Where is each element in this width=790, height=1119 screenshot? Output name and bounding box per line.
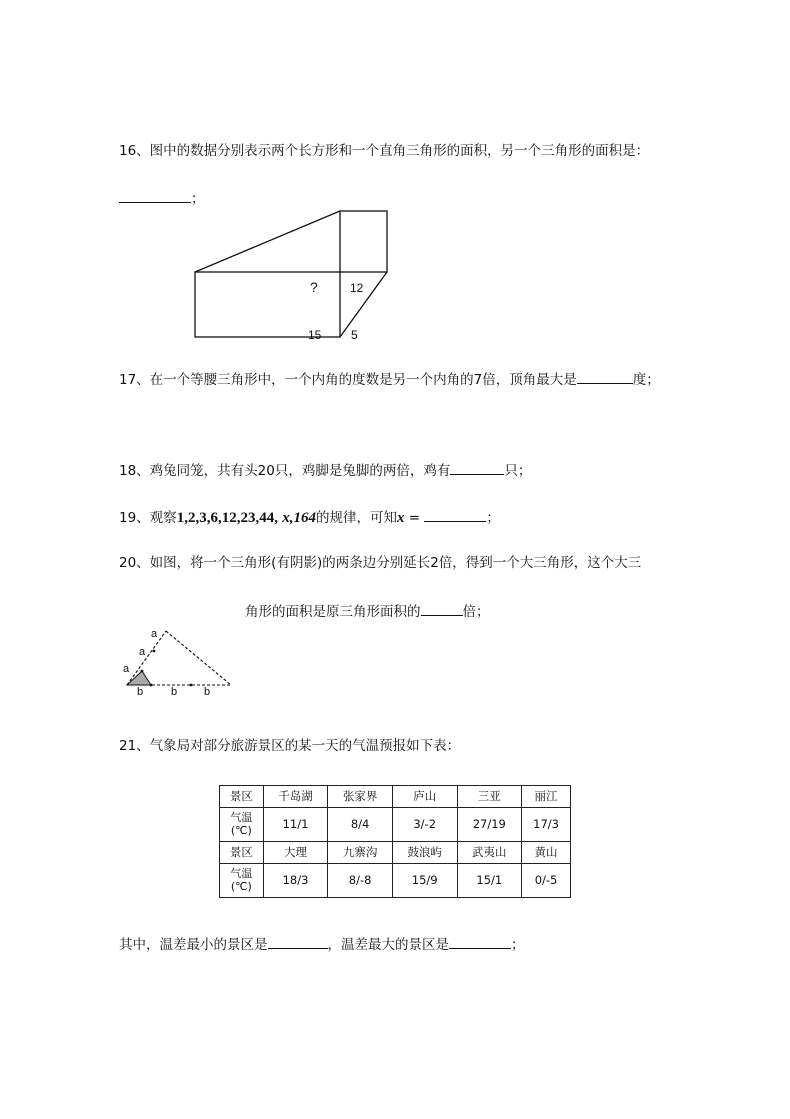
q18-blank[interactable] (450, 460, 504, 475)
table-cell: 武夷山 (457, 841, 522, 863)
tick-point (153, 650, 156, 653)
q20-tail: 倍； (462, 604, 490, 620)
table-row (220, 807, 571, 841)
table-cell: 17/3 (522, 807, 571, 841)
q17-line (119, 369, 660, 389)
q18-line (119, 460, 531, 480)
q20-figure (119, 625, 237, 697)
q19-mid: 的规律，可知 (315, 510, 397, 526)
right-triangle-hypotenuse (340, 272, 387, 337)
q21-answer-prefix: 其中，温差最小的景区是 (119, 937, 268, 953)
table-cell: 庐山 (392, 786, 457, 808)
q19-line (119, 507, 500, 527)
q20-text2: 角形的面积是原三角形面积的 (245, 604, 421, 620)
table-cell: 三亚 (457, 786, 522, 808)
q19-tail: ； (486, 510, 500, 526)
area-label-12: 12 (350, 281, 364, 295)
q21-text: 21、气象局对部分旅游景区的某一天的气温预报如下表： (119, 738, 461, 754)
table-cell: 大理 (263, 841, 328, 863)
table-cell: 气温 (℃) (220, 807, 264, 841)
q18-tail: 只； (504, 463, 532, 479)
q19-sequence: 1,2,3,6,12,23,44, (176, 510, 278, 526)
q21-answer-line (119, 934, 525, 954)
table-cell: 0/-5 (522, 863, 571, 897)
q21-blank-min[interactable] (268, 934, 328, 949)
table-cell: 丽江 (522, 786, 571, 808)
table-row (220, 841, 571, 863)
table-row (220, 863, 571, 897)
unknown-triangle-hypotenuse (195, 211, 340, 272)
tick-point (190, 684, 193, 687)
q16-figure (190, 205, 395, 345)
table-row (220, 786, 571, 808)
label-a-2: a (139, 646, 146, 658)
q17-tail: 度； (632, 372, 660, 388)
table-cell: 3/-2 (392, 807, 457, 841)
table-cell: 景区 (220, 786, 264, 808)
table-cell: 九寨沟 (328, 841, 393, 863)
label-a-1: a (123, 663, 130, 675)
q16-blank[interactable] (119, 188, 191, 203)
table-cell: 景区 (220, 841, 264, 863)
table-cell: 气温 (℃) (220, 863, 264, 897)
table-cell: 张家界 (328, 786, 393, 808)
q20-text1: 20、如图，将一个三角形(有阴影)的两条边分别延长2倍，得到一个大三角形，这个大三 (119, 555, 642, 571)
label-a-3: a (151, 628, 158, 640)
q16-tail: ； (191, 191, 205, 207)
tick-point (141, 670, 144, 673)
table-cell: 黄山 (522, 841, 571, 863)
table-cell: 鼓浪屿 (392, 841, 457, 863)
temperature-table (219, 785, 571, 898)
q17-text: 17、在一个等腰三角形中，一个内角的度数是另一个内角的7倍，顶角最大是 (119, 372, 577, 388)
q18-text: 18、鸡兔同笼，共有头20只，鸡脚是兔脚的两倍，鸡有 (119, 463, 451, 479)
top-right-rectangle (340, 211, 387, 272)
label-b-1: b (137, 686, 144, 697)
table-cell: 15/1 (457, 863, 522, 897)
label-b-2: b (171, 686, 178, 697)
area-label-15: 15 (308, 328, 322, 342)
q16-text: 16、图中的数据分别表示两个长方形和一个直角三角形的面积，另一个三角形的面积是： (119, 143, 650, 159)
table-cell: 18/3 (263, 863, 328, 897)
q20-line2 (245, 601, 490, 621)
q19-blank[interactable] (424, 507, 486, 522)
big-triangle-side (166, 631, 231, 685)
extended-side-a (127, 631, 166, 685)
q19-var: x (396, 510, 405, 526)
area-label-5: 5 (351, 328, 358, 342)
q19-prefix: 19、观察 (119, 510, 177, 526)
unknown-label: ? (310, 279, 318, 295)
table-cell: 15/9 (392, 863, 457, 897)
q21-blank-max[interactable] (449, 934, 511, 949)
table-cell: 11/1 (263, 807, 328, 841)
q19-x-term: x,164 (282, 510, 316, 526)
shaded-triangle (127, 671, 151, 685)
q21-tail: ； (511, 937, 525, 953)
q20-blank[interactable] (421, 601, 463, 616)
q21-answer-mid: ，温差最大的景区是 (327, 937, 449, 953)
q17-blank[interactable] (577, 369, 633, 384)
table-cell: 千岛湖 (263, 786, 328, 808)
table-cell: 27/19 (457, 807, 522, 841)
tick-point (150, 684, 153, 687)
table-cell: 8/-8 (328, 863, 393, 897)
label-b-3: b (204, 686, 211, 697)
table-cell: 8/4 (328, 807, 393, 841)
q19-eq: = (408, 510, 421, 526)
